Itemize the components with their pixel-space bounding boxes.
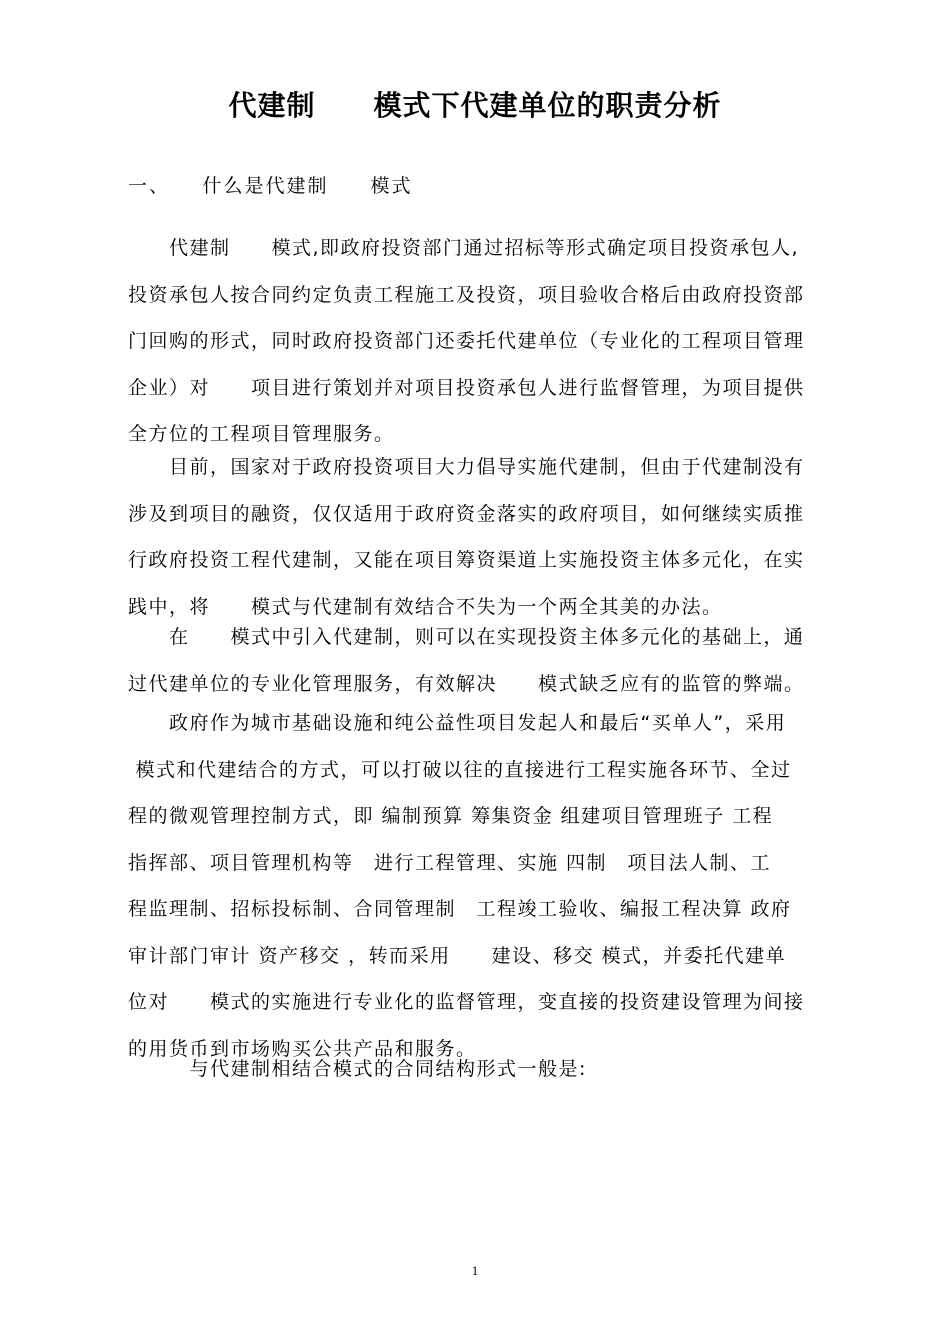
paragraph-line: 指挥部、项目管理机构等 进行工程管理、实施 四制 项目法人制、工 [128, 851, 772, 874]
page-title: 代建制 模式下代建单位的职责分析 [228, 89, 722, 122]
paragraph-line: 全方位的工程项目管理服务。 [128, 423, 395, 445]
paragraph-line: 在 模式中引入代建制，则可以在实现投资主体多元化的基础上，通 [128, 626, 805, 648]
paragraph-government-role [128, 700, 860, 1072]
paragraph-line: 的用货币到市场购买公共产品和服务。 [128, 1037, 477, 1060]
paragraph-definition [128, 225, 860, 458]
paragraph-line: 程的微观管理控制方式，即 编制预算 筹集资金 组建项目管理班子 工程 [128, 805, 774, 827]
paragraph-contract-structure [128, 1046, 860, 1093]
paragraph-line: 代建制 模式,即政府投资部门通过招标等形式确定项目投资承包人, [128, 237, 800, 259]
paragraph-line: 模式和代建结合的方式，可以打破以往的直接进行工程实施各环节、全过 [128, 758, 792, 781]
page-number: 1 [471, 1263, 479, 1278]
paragraph-line: 门回购的形式，同时政府投资部门还委托代建单位（专业化的工程项目管理 [128, 330, 805, 352]
paragraph-line: 行政府投资工程代建制，又能在项目筹资渠道上实施投资主体多元化，在实 [128, 549, 805, 571]
paragraph-current-situation [128, 444, 860, 630]
paragraph-line: 与代建制相结合模式的合同结构形式一般是: [128, 1058, 587, 1080]
paragraph-line: 投资承包人按合同约定负责工程施工及投资，项目验收合格后由政府投资部 [128, 283, 805, 306]
paragraph-line: 过代建单位的专业化管理服务，有效解决 模式缺乏应有的监管的弊端。 [128, 672, 805, 695]
paragraph-line: 政府作为城市基础设施和纯公益性项目发起人和最后“买单人”，采用 [128, 712, 787, 734]
paragraph-line: 目前，国家对于政府投资项目大力倡导实施代建制，但由于代建制没有 [128, 456, 805, 478]
paragraph-line: 程监理制、招标投标制、合同管理制 工程竣工验收、编报工程决算 政府 [128, 898, 792, 920]
section-heading: 一、 什么是代建制 模式 [128, 175, 413, 197]
paragraph-line: 践中，将 模式与代建制有效结合不失为一个两全其美的办法。 [128, 595, 723, 618]
paragraph-line: 涉及到项目的融资，仅仅适用于政府资金落实的政府项目，如何继续实质推 [128, 502, 805, 525]
paragraph-introduce-agent [128, 614, 860, 707]
paragraph-line: 审计部门审计 资产移交 ，转而采用 建设、移交 模式，并委托代建单 [128, 944, 787, 967]
paragraph-line: 位对 模式的实施进行专业化的监督管理，变直接的投资建设管理为间接 [128, 991, 805, 1013]
paragraph-line: 企业）对 项目进行策划并对项目投资承包人进行监督管理，为项目提供 [128, 376, 805, 399]
